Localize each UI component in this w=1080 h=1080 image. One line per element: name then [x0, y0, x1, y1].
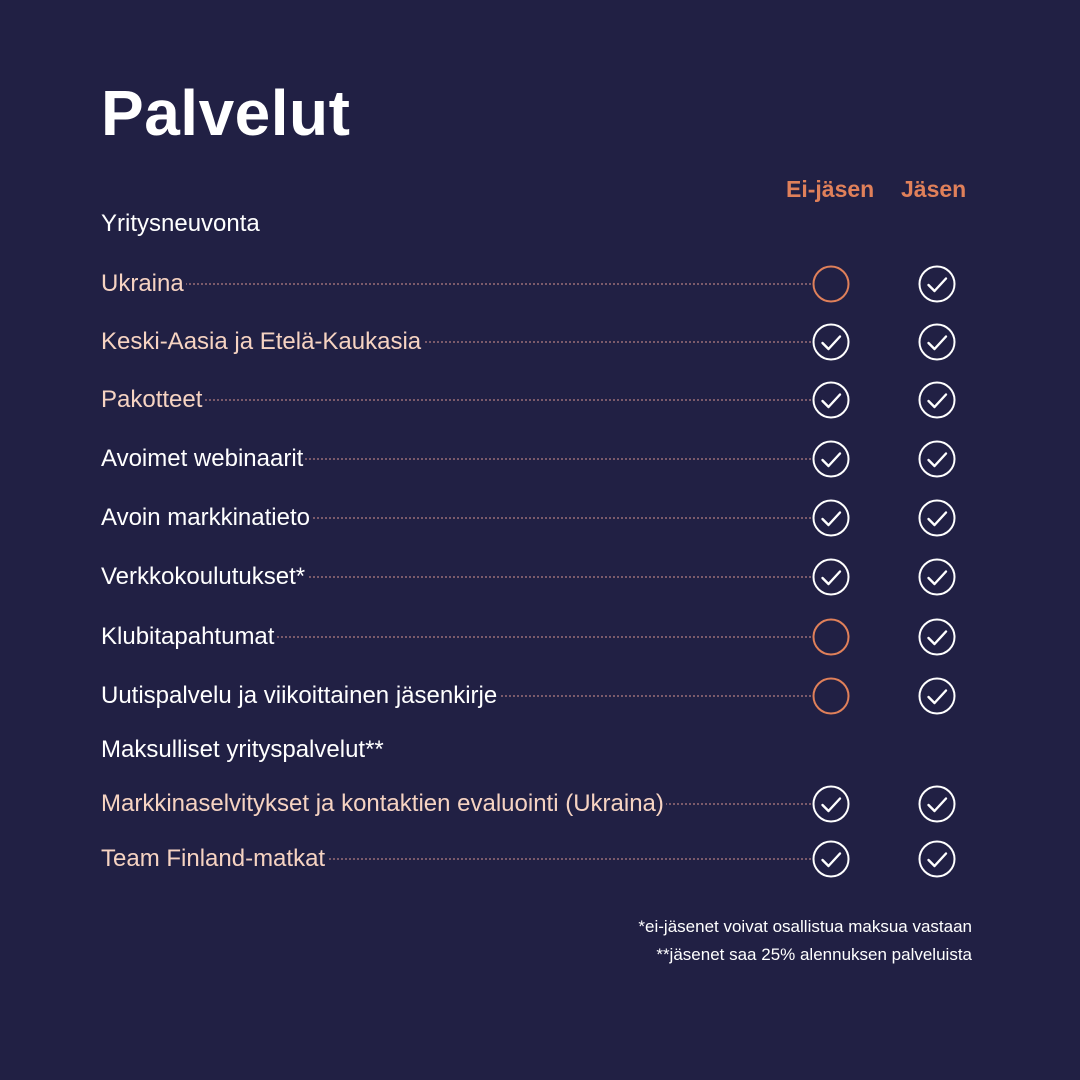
check-circle-icon	[812, 785, 850, 823]
service-row	[101, 784, 961, 824]
check-circle-icon	[812, 440, 850, 478]
empty-circle-icon	[812, 677, 850, 715]
service-label: Pakotteet	[101, 386, 203, 413]
service-label: Verkkokoulutukset*	[101, 563, 306, 590]
check-circle-icon	[812, 381, 850, 419]
dotted-leader	[101, 399, 811, 401]
service-row	[101, 380, 961, 420]
footnote-member-discount: **jäsenet saa 25% alennuksen palveluista	[656, 945, 972, 964]
check-circle-icon	[812, 499, 850, 537]
check-circle-icon	[918, 499, 956, 537]
footnote-nonmember: *ei-jäsenet voivat osallistua maksua vastaan	[638, 917, 972, 936]
check-circle-icon	[918, 785, 956, 823]
page-title: Palvelut	[101, 77, 351, 149]
service-row	[101, 557, 961, 597]
service-label: Markkinaselvitykset ja kontaktien evaluointi (Ukraina)	[101, 790, 664, 817]
check-circle-icon	[918, 440, 956, 478]
service-row	[101, 676, 961, 716]
service-row	[101, 322, 961, 362]
check-circle-icon	[918, 558, 956, 596]
check-circle-icon	[918, 618, 956, 656]
service-row	[101, 617, 961, 657]
check-circle-icon	[812, 558, 850, 596]
service-row	[101, 264, 961, 304]
empty-circle-icon	[812, 265, 850, 303]
service-row	[101, 439, 961, 479]
check-circle-icon	[918, 381, 956, 419]
service-label: Uutispalvelu ja viikoittainen jäsenkirje	[101, 682, 498, 709]
check-circle-icon	[918, 840, 956, 878]
section-heading-advisory: Yritysneuvonta	[101, 210, 260, 237]
dotted-leader	[101, 283, 811, 285]
check-circle-icon	[918, 265, 956, 303]
empty-circle-icon	[812, 618, 850, 656]
check-circle-icon	[812, 323, 850, 361]
service-label: Avoin markkinatieto	[101, 504, 310, 531]
service-row	[101, 498, 961, 538]
column-header-nonmember: Ei-jäsen	[786, 176, 875, 202]
service-label: Team Finland-matkat	[101, 845, 326, 872]
column-header-member: Jäsen	[901, 176, 967, 202]
check-circle-icon	[812, 840, 850, 878]
section-heading-paid: Maksulliset yrityspalvelut**	[101, 736, 384, 763]
check-circle-icon	[918, 323, 956, 361]
service-label: Avoimet webinaarit	[101, 445, 304, 472]
service-label: Keski-Aasia ja Etelä-Kaukasia	[101, 328, 422, 355]
service-label: Ukraina	[101, 270, 184, 297]
check-circle-icon	[918, 677, 956, 715]
service-label: Klubitapahtumat	[101, 623, 275, 650]
service-row	[101, 839, 961, 879]
